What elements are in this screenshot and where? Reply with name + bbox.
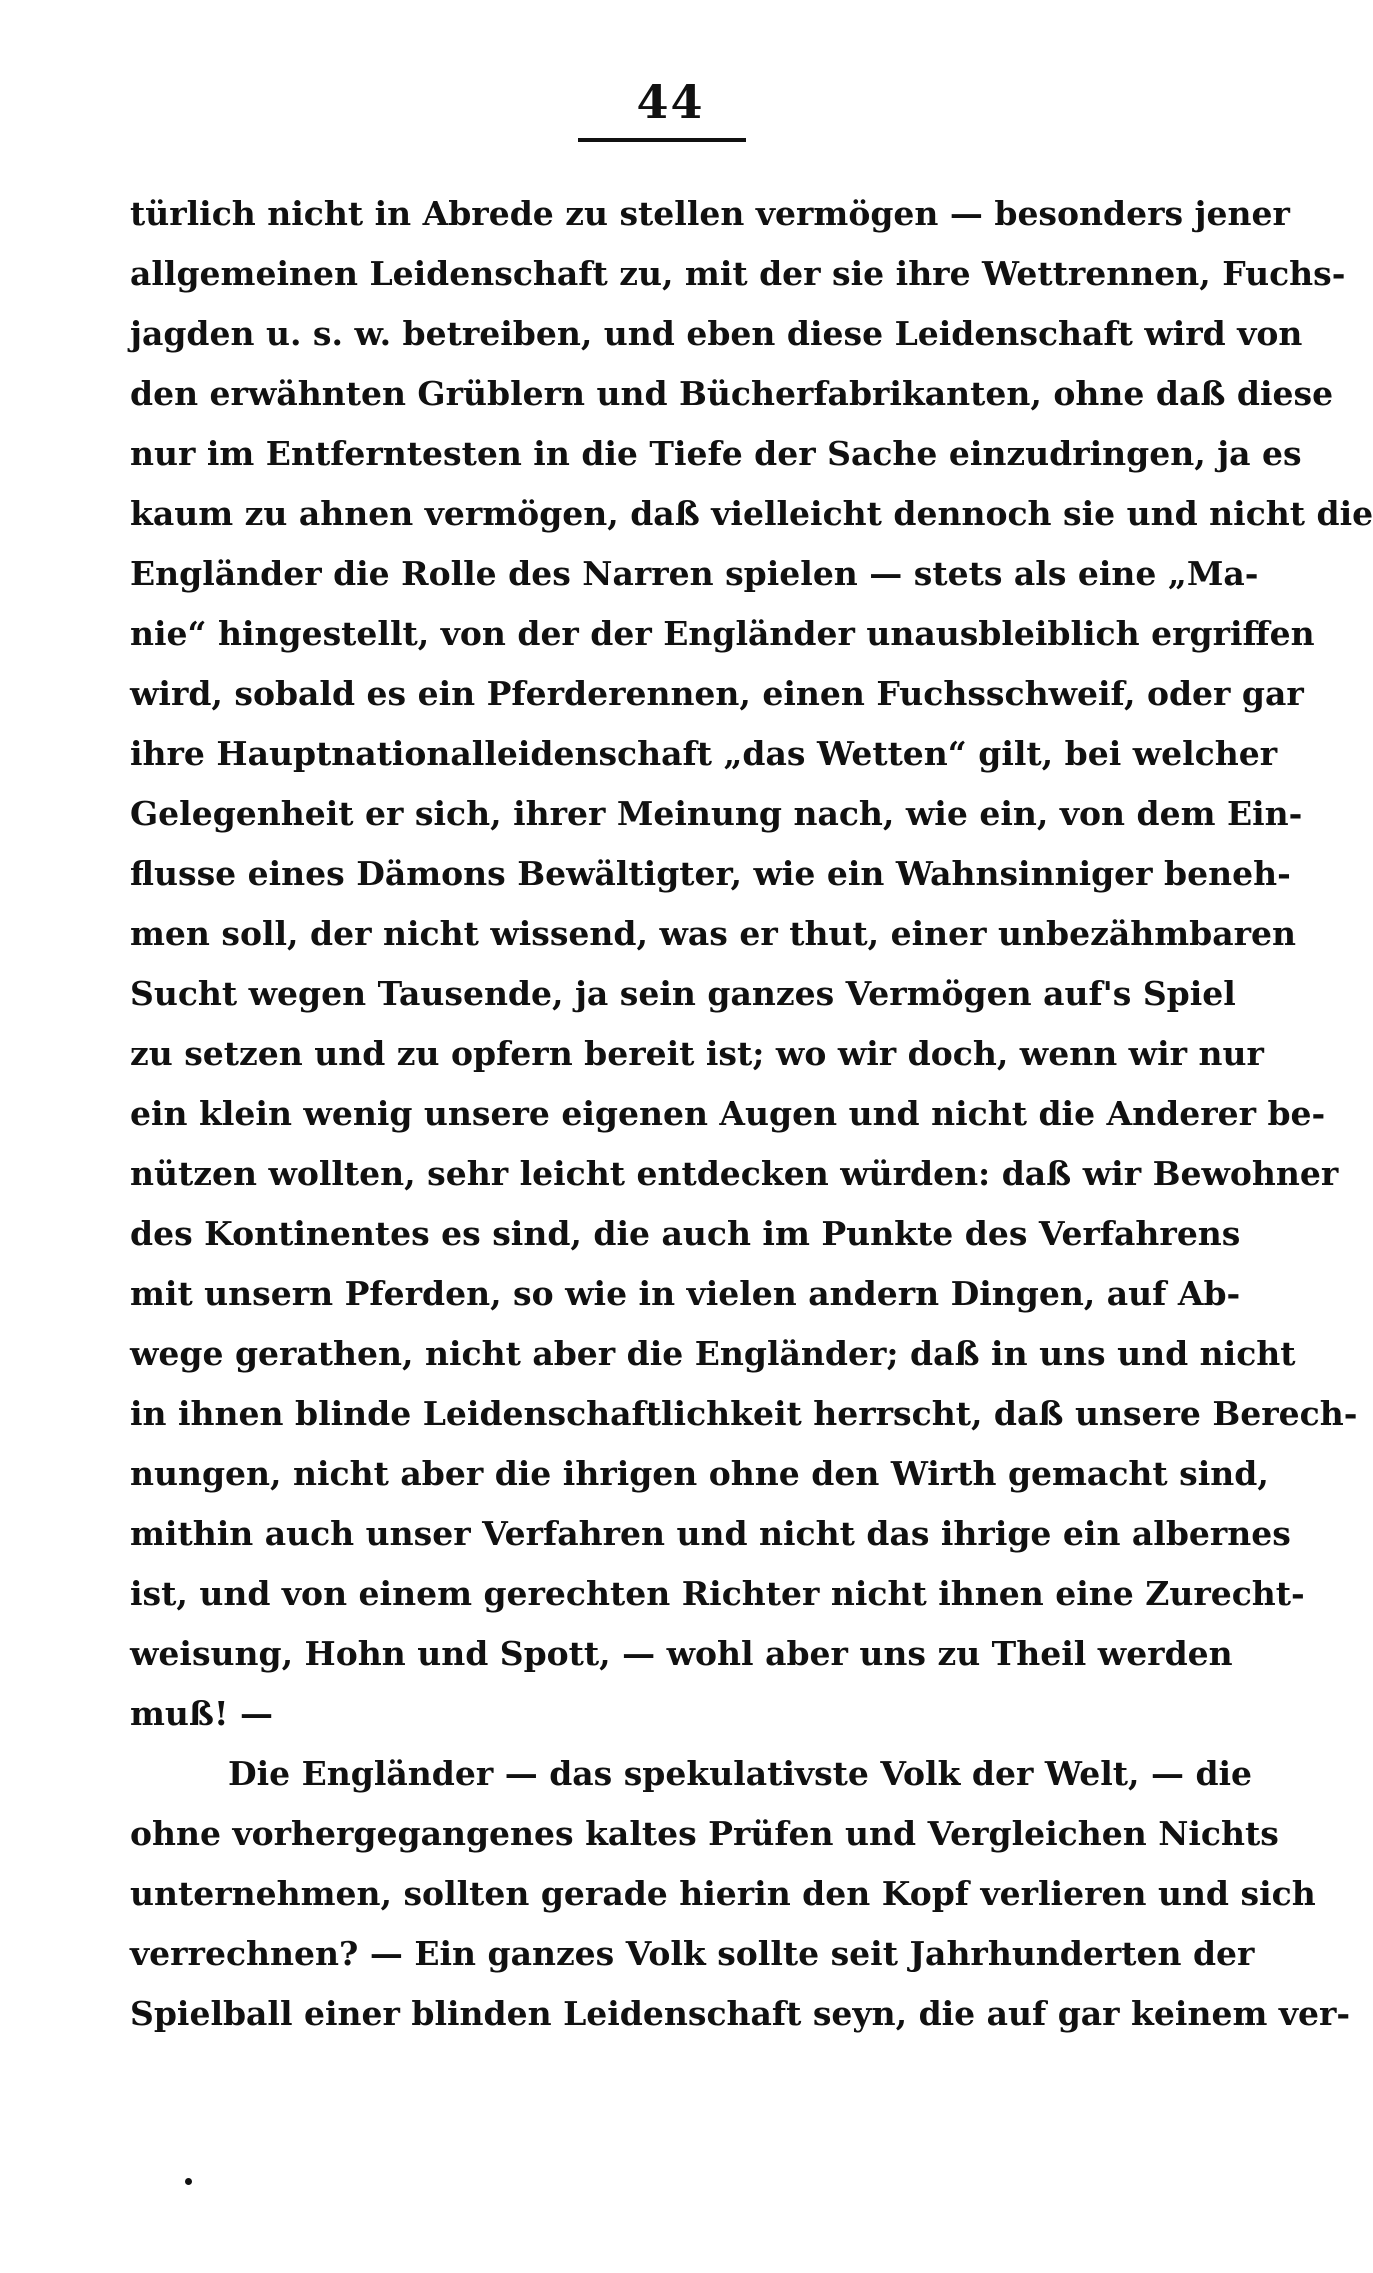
ink-speck [185,2178,192,2185]
text-line: ist, und von einem gerechten Richter nicht ihnen eine Zurecht- [130,1574,1305,1613]
page-number: 44 [636,75,705,129]
text-line: zu setzen und zu opfern bereit ist; wo wir doch, wenn wir nur [130,1034,1264,1073]
text-line: Engländer die Rolle des Narren spielen — stets als eine „Ma- [130,554,1259,593]
text-line: jagden u. s. w. betreiben, und eben diese Leidenschaft wird von [130,314,1303,353]
text-line: flusse eines Dämons Bewältigter, wie ein Wahnsinniger beneh- [130,854,1291,893]
text-line: des Kontinentes es sind, die auch im Punkte des Verfahrens [130,1214,1241,1253]
text-line: ein klein wenig unsere eigenen Augen und nicht die Anderer be- [130,1094,1326,1133]
text-line: mithin auch unser Verfahren und nicht das ihrige ein albernes [130,1514,1291,1553]
text-line: nur im Entferntesten in die Tiefe der Sache einzudringen, ja es [130,434,1302,473]
text-line: Die Engländer — das spekulativste Volk der Welt, — die [228,1754,1253,1793]
text-line: wird, sobald es ein Pferderennen, einen Fuchsschweif, oder gar [130,674,1304,713]
text-line: ohne vorhergegangenes kaltes Prüfen und Vergleichen Nichts [130,1814,1279,1853]
text-line: wege gerathen, nicht aber die Engländer; daß in uns und nicht [130,1334,1296,1373]
text-line: allgemeinen Leidenschaft zu, mit der sie ihre Wettrennen, Fuchs- [130,254,1346,293]
text-line: unternehmen, sollten gerade hierin den Kopf verlieren und sich [130,1874,1316,1913]
text-line: den erwähnten Grüblern und Bücherfabrikanten, ohne daß diese [130,374,1334,413]
text-line: mit unsern Pferden, so wie in vielen andern Dingen, auf Ab- [130,1274,1241,1313]
text-line: verrechnen? — Ein ganzes Volk sollte seit Jahrhunderten der [130,1934,1255,1973]
text-line: nützen wollten, sehr leicht entdecken würden: daß wir Bewohner [130,1154,1339,1193]
body-text [130,184,1373,2044]
text-line: muß! — [130,1694,273,1733]
text-line: Spielball einer blinden Leidenschaft seyn, die auf gar keinem ver- [130,1994,1351,2033]
header-rule [578,138,746,142]
text-line: türlich nicht in Abrede zu stellen vermögen — besonders jener [130,194,1290,233]
text-line: ihre Hauptnationalleidenschaft „das Wetten“ gilt, bei welcher [130,734,1278,773]
text-line: weisung, Hohn und Spott, — wohl aber uns zu Theil werden [130,1634,1233,1673]
text-line: nungen, nicht aber die ihrigen ohne den Wirth gemacht sind, [130,1454,1269,1493]
text-line: nie“ hingestellt, von der der Engländer unausbleiblich ergriffen [130,614,1315,653]
text-line: kaum zu ahnen vermögen, daß vielleicht dennoch sie und nicht die [130,494,1373,533]
text-line: Gelegenheit er sich, ihrer Meinung nach, wie ein, von dem Ein- [130,794,1303,833]
text-line: Sucht wegen Tausende, ja sein ganzes Vermögen auf's Spiel [130,974,1236,1013]
text-line: men soll, der nicht wissend, was er thut, einer unbezähmbaren [130,914,1296,953]
text-line: in ihnen blinde Leidenschaftlichkeit herrscht, daß unsere Berech- [130,1394,1358,1433]
